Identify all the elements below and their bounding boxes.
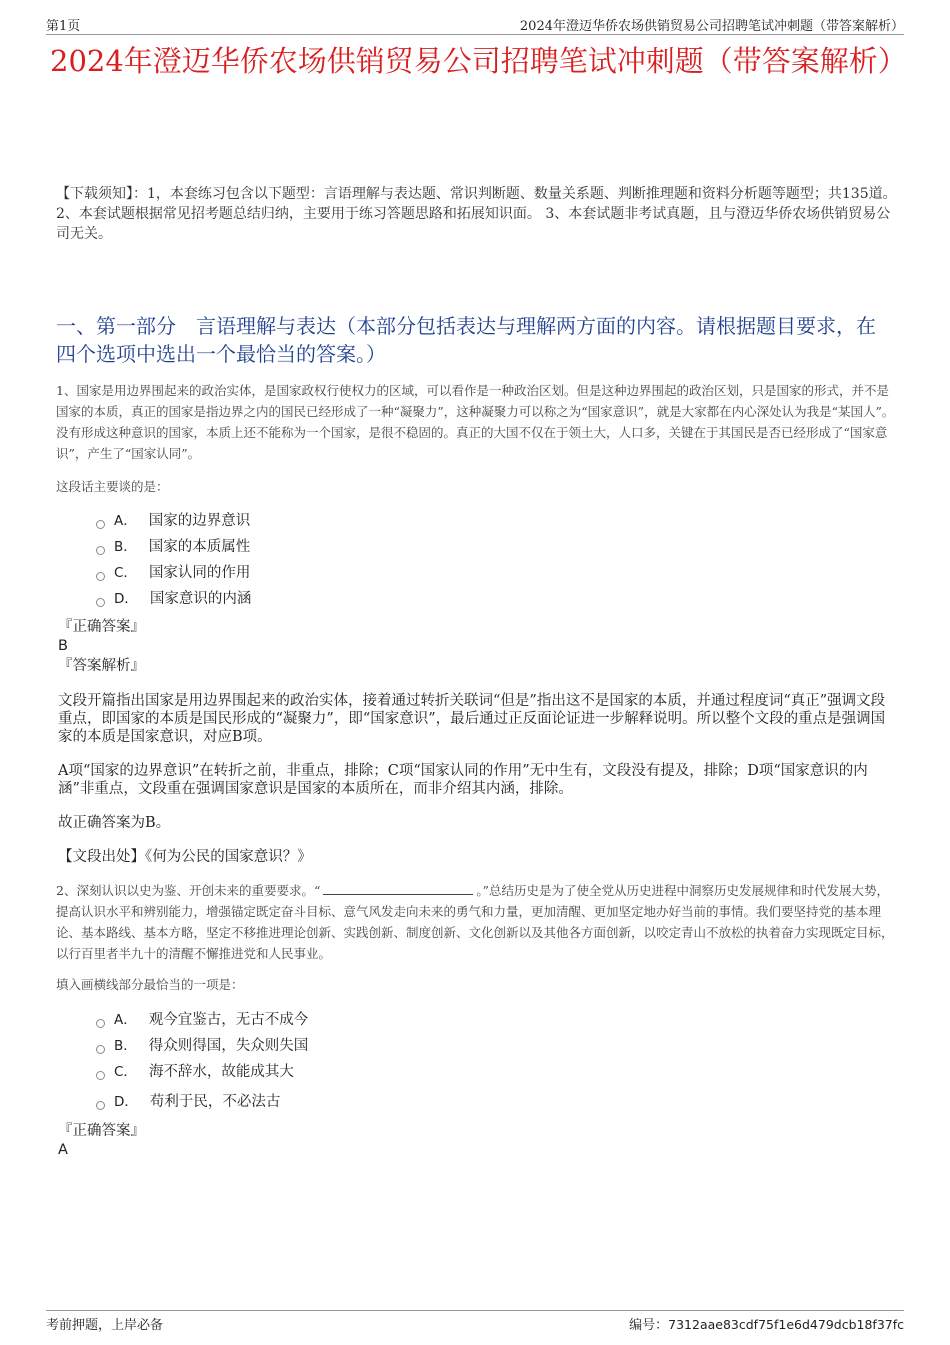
q1-options bbox=[96, 508, 251, 612]
document-title: 2024年澄迈华侨农场供销贸易公司招聘笔试冲刺题（带答案解析） bbox=[50, 44, 907, 78]
q1-answer: B bbox=[58, 638, 68, 654]
q2-answer: A bbox=[58, 1142, 68, 1158]
radio-icon[interactable] bbox=[96, 1019, 105, 1028]
q1-prompt: 这段话主要谈的是： bbox=[56, 479, 169, 494]
q1-option-b[interactable]: B． 国家的本质属性 bbox=[96, 534, 251, 560]
q1-source: 【文段出处】《何为公民的国家意识？》 bbox=[58, 849, 312, 865]
q2-stem: 2、深刻认识以史为鉴、开创未来的重要要求。“ 。”总结历史是为了使全党从历史进程中洞察历史发展规律和时代发展大势，提高认识水平和辨别能力，增强锚定既定奋斗目标、意气风发走向未来的勇气和力量，更加清醒、更加坚定地办好当前的事情。我们要坚持党的基本理论、基本路线、基本方略，坚定不移推进理论创新、实践创新、制度创新、文化创新以及其他各方面创新，以咬定青山不放松的执着奋力实现既定目标，以行百里者半九十的清醒不懈推进党和人民事业。 bbox=[56, 883, 894, 961]
page-header bbox=[46, 14, 904, 35]
download-notice: 【下载须知】：1，本套练习包含以下题型：言语理解与表达题、常识判断题、数量关系题、判断推理题和资料分析题等题型；共135道。 2、本套试题根据常见招考题总结归纳，主要用于练习答题思路和拓展知识面。 3、本套试题非考试真题，且与澄迈华侨农场供销贸易公司无关。 bbox=[56, 186, 897, 242]
section-title: 一、第一部分 言语理解与表达（本部分包括表达与理解两方面的内容。请根据题目要求，在四个选项中选出一个最恰当的答案。） bbox=[56, 314, 876, 366]
q2-option-c[interactable]: C． 海不辞水，故能成其大 bbox=[96, 1059, 308, 1085]
q1-analysis-label: 『答案解析』 bbox=[58, 658, 145, 674]
radio-icon[interactable] bbox=[96, 572, 105, 581]
q1-option-a[interactable]: A． 国家的边界意识 bbox=[96, 508, 251, 534]
page-number: 第1页 bbox=[46, 19, 81, 34]
q1-option-d[interactable]: D． 国家意识的内涵 bbox=[96, 586, 251, 612]
radio-icon[interactable] bbox=[96, 1045, 105, 1054]
q2-option-a[interactable]: A． 观今宜鉴古，无古不成今 bbox=[96, 1007, 308, 1033]
q1-stem: 1、国家是用边界围起来的政治实体，是国家政权行使权力的区域，可以看作是一种政治区划。但是这种边界围起的政治区划，只是国家的形式，并不是国家的本质，真正的国家是指边界之内的国民已经形成了一种“凝聚力”，这种凝聚力可以称之为“国家意识”，就是大家都在内心深处认为我是“某国人”。没有形成这种意识的国家，本质上还不能称为一个国家，是很不稳固的。真正的大国不仅在于领土大，人口多，关键在于其国民是否已经形成了“国家意识”，产生了“国家认同”。 bbox=[56, 383, 895, 461]
q1-analysis-p3: 故正确答案为B。 bbox=[58, 815, 171, 831]
q2-answer-label: 『正确答案』 bbox=[58, 1123, 145, 1139]
q1-option-c[interactable]: C． 国家认同的作用 bbox=[96, 560, 251, 586]
q1-analysis-p1: 文段开篇指出国家是用边界围起来的政治实体，接着通过转折关联词“但是”指出这不是国家的本质，并通过程度词“真正”强调文段重点，即国家的本质是国民形成的“凝聚力”，即“国家意识”，最后通过正反面论证进一步解释说明。所以整个文段的重点是强调国家的本质是国家意识，对应B项。 bbox=[58, 693, 886, 745]
radio-icon[interactable] bbox=[96, 546, 105, 555]
q1-answer-label: 『正确答案』 bbox=[58, 619, 145, 635]
radio-icon[interactable] bbox=[96, 1071, 105, 1080]
header-doc-title: 2024年澄迈华侨农场供销贸易公司招聘笔试冲刺题（带答案解析） bbox=[519, 19, 904, 34]
fill-blank bbox=[323, 882, 473, 895]
footer-code: 编号：7312aae83cdf75f1e6d479dcb18f37fc bbox=[629, 1317, 904, 1333]
radio-icon[interactable] bbox=[96, 598, 105, 607]
page-footer bbox=[46, 1310, 904, 1333]
q2-prompt: 填入画横线部分最恰当的一项是： bbox=[56, 977, 244, 992]
radio-icon[interactable] bbox=[96, 520, 105, 529]
q2-option-b[interactable]: B． 得众则得国，失众则失国 bbox=[96, 1033, 308, 1059]
q2-options bbox=[96, 1007, 308, 1115]
q1-analysis-p2: A项“国家的边界意识”在转折之前，非重点，排除；C项“国家认同的作用”无中生有，文段没有提及，排除；D项“国家意识的内涵”非重点，文段重在强调国家意识是国家的本质所在，而非介绍其内涵，排除。 bbox=[58, 763, 868, 797]
q2-option-d[interactable]: D． 苟利于民，不必法古 bbox=[96, 1089, 308, 1115]
footer-slogan: 考前押题，上岸必备 bbox=[46, 1318, 164, 1333]
radio-icon[interactable] bbox=[96, 1101, 105, 1110]
